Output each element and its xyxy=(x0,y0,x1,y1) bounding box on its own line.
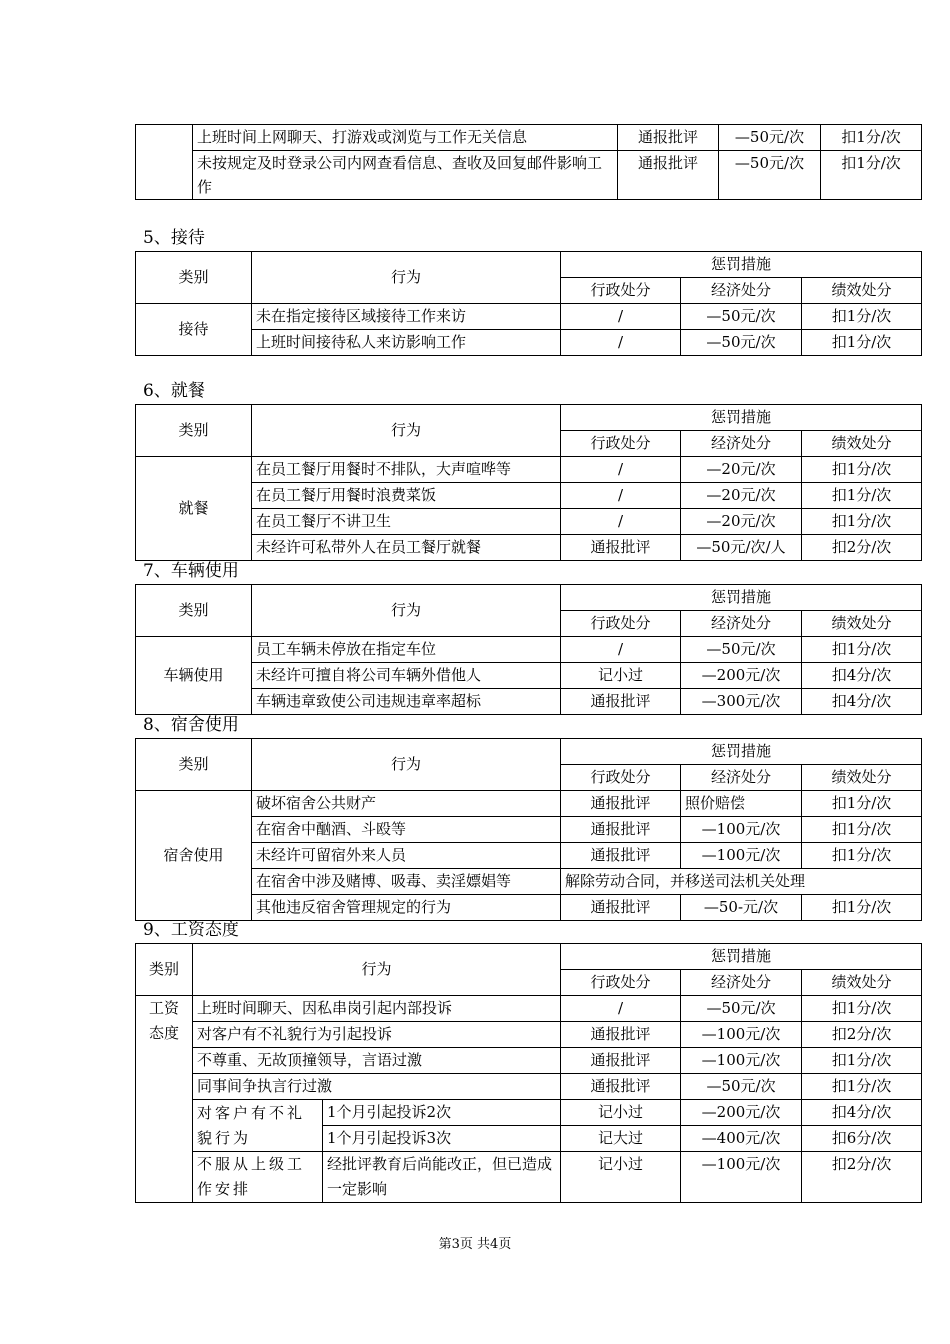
header-row xyxy=(136,585,922,611)
table-row xyxy=(136,1074,922,1100)
economic-header: 经济处分 xyxy=(681,431,802,457)
header-row xyxy=(136,405,922,431)
admin-header: 行政处分 xyxy=(561,278,681,304)
perf-header: 绩效处分 xyxy=(802,970,922,996)
perf-cell: 扣2分/次 xyxy=(802,535,922,561)
behavior-cell: 未经许可私带外人在员工餐厅就餐 xyxy=(252,535,561,561)
economic-header: 经济处分 xyxy=(681,611,802,637)
admin-header: 行政处分 xyxy=(561,431,681,457)
page-footer: 第3页 共4页 xyxy=(438,1237,512,1252)
table-row xyxy=(136,637,922,663)
perf-cell: 扣4分/次 xyxy=(802,689,922,715)
admin-cell: 记小过 xyxy=(561,663,681,689)
table-row xyxy=(136,996,922,1022)
perf-cell: 扣1分/次 xyxy=(802,1048,922,1074)
behavior-cell: 车辆违章致使公司违规违章率超标 xyxy=(252,689,561,715)
economic-cell: —200元/次 xyxy=(681,1100,802,1126)
admin-cell: 通报批评 xyxy=(561,1074,681,1100)
perf-cell: 扣1分/次 xyxy=(802,330,922,356)
penalty-header: 惩罚措施 xyxy=(561,944,922,970)
table-row xyxy=(136,457,922,483)
section-title: 8、宿舍使用 xyxy=(143,715,239,735)
behavior-cell: 上班时间上网聊天、打游戏或浏览与工作无关信息 xyxy=(193,125,618,151)
category-line: 工资 xyxy=(148,999,179,1017)
dorm-table xyxy=(135,738,922,921)
section-title: 5、接待 xyxy=(143,228,205,248)
table-row xyxy=(136,869,922,895)
perf-header: 绩效处分 xyxy=(802,611,922,637)
table-row xyxy=(136,483,922,509)
header-row xyxy=(136,944,922,970)
economic-cell: —100元/次 xyxy=(681,1048,802,1074)
perf-cell: 扣1分/次 xyxy=(821,125,922,151)
economic-cell: —50元/次 xyxy=(681,304,802,330)
admin-cell: / xyxy=(561,996,681,1022)
perf-cell: 扣4分/次 xyxy=(802,1100,922,1126)
behavior-cell: 未经许可擅自将公司车辆外借他人 xyxy=(252,663,561,689)
admin-cell: 通报批评 xyxy=(561,791,681,817)
attitude-table xyxy=(135,943,922,1203)
section-title: 9、工资态度 xyxy=(143,920,239,940)
admin-cell: / xyxy=(561,330,681,356)
admin-cell: 通报批评 xyxy=(561,689,681,715)
economic-header: 经济处分 xyxy=(681,278,802,304)
table-row xyxy=(136,817,922,843)
category-cell: 就餐 xyxy=(136,457,252,561)
behavior-cell: 破坏宿舍公共财产 xyxy=(252,791,561,817)
behavior-header: 行为 xyxy=(252,252,561,304)
economic-cell: —50元/次/人 xyxy=(681,535,802,561)
admin-cell: / xyxy=(561,483,681,509)
admin-cell: 通报批评 xyxy=(618,125,719,151)
behavior-cell: 未经许可留宿外来人员 xyxy=(252,843,561,869)
sub-behavior-cell: 1个月引起投诉3次 xyxy=(323,1126,561,1152)
table-row xyxy=(136,843,922,869)
vehicle-table xyxy=(135,584,922,715)
behavior-cell: 在员工餐厅用餐时不排队，大声喧哗等 xyxy=(252,457,561,483)
category-cell xyxy=(136,125,193,200)
behavior-header: 行为 xyxy=(252,405,561,457)
economic-cell: —50元/次 xyxy=(681,996,802,1022)
economic-cell: —50元/次 xyxy=(719,151,821,200)
economic-cell: —20元/次 xyxy=(681,457,802,483)
merged-penalty-cell: 解除劳动合同，并移送司法机关处理 xyxy=(561,869,922,895)
behavior-cell: 上班时间聊天、因私串岗引起内部投诉 xyxy=(193,996,561,1022)
admin-header: 行政处分 xyxy=(561,970,681,996)
category-cell xyxy=(136,996,193,1203)
table-row xyxy=(136,304,922,330)
behavior-cell: 上班时间接待私人来访影响工作 xyxy=(252,330,561,356)
admin-header: 行政处分 xyxy=(561,765,681,791)
behavior-cell: 同事间争执言行过激 xyxy=(193,1074,561,1100)
behavior-cell: 其他违反宿舍管理规定的行为 xyxy=(252,895,561,921)
economic-cell: —100元/次 xyxy=(681,843,802,869)
economic-cell: —50元/次 xyxy=(719,125,821,151)
reception-table xyxy=(135,251,922,356)
category-cell: 宿舍使用 xyxy=(136,791,252,921)
section-title: 7、车辆使用 xyxy=(143,561,239,581)
perf-cell: 扣4分/次 xyxy=(802,663,922,689)
behavior-cell: 未在指定接待区域接待工作来访 xyxy=(252,304,561,330)
economic-cell: —100元/次 xyxy=(681,1152,802,1203)
category-header: 类别 xyxy=(136,252,252,304)
sub-behavior-cell: 1个月引起投诉2次 xyxy=(323,1100,561,1126)
admin-cell: 通报批评 xyxy=(561,843,681,869)
header-row xyxy=(136,739,922,765)
table-row xyxy=(136,125,922,151)
sub-behavior-cell: 经批评教育后尚能改正，但已造成一定影响 xyxy=(323,1152,561,1203)
top-table xyxy=(135,124,922,200)
table-row xyxy=(136,791,922,817)
economic-cell: —20元/次 xyxy=(681,483,802,509)
table-row xyxy=(136,1048,922,1074)
economic-cell: —50元/次 xyxy=(681,637,802,663)
admin-cell: 通报批评 xyxy=(561,1022,681,1048)
perf-cell: 扣1分/次 xyxy=(802,483,922,509)
behavior-cell: 在员工餐厅不讲卫生 xyxy=(252,509,561,535)
behavior-cell: 在员工餐厅用餐时浪费菜饭 xyxy=(252,483,561,509)
category-header: 类别 xyxy=(136,405,252,457)
economic-header: 经济处分 xyxy=(681,765,802,791)
perf-cell: 扣1分/次 xyxy=(802,457,922,483)
admin-cell: 通报批评 xyxy=(561,895,681,921)
admin-cell: / xyxy=(561,457,681,483)
perf-header: 绩效处分 xyxy=(802,278,922,304)
penalty-header: 惩罚措施 xyxy=(561,739,922,765)
category-header: 类别 xyxy=(136,944,193,996)
table-row xyxy=(136,689,922,715)
perf-cell: 扣2分/次 xyxy=(802,1022,922,1048)
admin-cell: 通报批评 xyxy=(561,1048,681,1074)
table-row xyxy=(136,151,922,200)
table-row xyxy=(136,509,922,535)
behavior-header: 行为 xyxy=(252,585,561,637)
economic-cell: —200元/次 xyxy=(681,663,802,689)
economic-cell: —100元/次 xyxy=(681,817,802,843)
behavior-cell: 在宿舍中涉及赌博、吸毒、卖淫嫖娼等 xyxy=(252,869,561,895)
behavior-cell: 在宿舍中酗酒、斗殴等 xyxy=(252,817,561,843)
economic-cell: —50元/次 xyxy=(681,1074,802,1100)
perf-cell: 扣1分/次 xyxy=(802,637,922,663)
admin-cell: 记大过 xyxy=(561,1126,681,1152)
perf-cell: 扣6分/次 xyxy=(802,1126,922,1152)
table-row xyxy=(136,1022,922,1048)
perf-cell: 扣1分/次 xyxy=(802,509,922,535)
economic-cell: —400元/次 xyxy=(681,1126,802,1152)
perf-header: 绩效处分 xyxy=(802,765,922,791)
table-row xyxy=(136,1152,922,1203)
perf-cell: 扣2分/次 xyxy=(802,1152,922,1203)
table-row xyxy=(136,663,922,689)
perf-cell: 扣1分/次 xyxy=(821,151,922,200)
behavior-cell: 对客户有不礼貌行为引起投诉 xyxy=(193,1022,561,1048)
admin-cell: 通报批评 xyxy=(561,535,681,561)
dining-table xyxy=(135,404,922,561)
perf-cell: 扣1分/次 xyxy=(802,895,922,921)
category-cell: 车辆使用 xyxy=(136,637,252,715)
group-label-cell: 对客户有不礼貌行为 xyxy=(193,1100,323,1152)
economic-header: 经济处分 xyxy=(681,970,802,996)
table-row xyxy=(136,895,922,921)
table-row xyxy=(136,1100,922,1126)
penalty-header: 惩罚措施 xyxy=(561,585,922,611)
penalty-header: 惩罚措施 xyxy=(561,405,922,431)
admin-cell: / xyxy=(561,637,681,663)
group-label-cell: 不服从上级工作安排 xyxy=(193,1152,323,1203)
economic-cell: —300元/次 xyxy=(681,689,802,715)
economic-cell: —50-元/次 xyxy=(681,895,802,921)
penalty-header: 惩罚措施 xyxy=(561,252,922,278)
header-row xyxy=(136,252,922,278)
economic-cell: —20元/次 xyxy=(681,509,802,535)
table-row xyxy=(136,330,922,356)
admin-cell: 通报批评 xyxy=(561,817,681,843)
perf-cell: 扣1分/次 xyxy=(802,817,922,843)
perf-cell: 扣1分/次 xyxy=(802,843,922,869)
behavior-header: 行为 xyxy=(252,739,561,791)
perf-cell: 扣1分/次 xyxy=(802,996,922,1022)
perf-cell: 扣1分/次 xyxy=(802,791,922,817)
section-title: 6、就餐 xyxy=(143,381,205,401)
economic-cell: —50元/次 xyxy=(681,330,802,356)
behavior-cell: 不尊重、无故顶撞领导，言语过激 xyxy=(193,1048,561,1074)
category-header: 类别 xyxy=(136,585,252,637)
admin-cell: 记小过 xyxy=(561,1100,681,1126)
category-cell: 接待 xyxy=(136,304,252,356)
behavior-cell: 员工车辆未停放在指定车位 xyxy=(252,637,561,663)
perf-cell: 扣1分/次 xyxy=(802,1074,922,1100)
economic-cell: 照价赔偿 xyxy=(681,791,802,817)
category-line: 态度 xyxy=(148,1024,179,1042)
perf-cell: 扣1分/次 xyxy=(802,304,922,330)
admin-cell: 记小过 xyxy=(561,1152,681,1203)
economic-cell: —100元/次 xyxy=(681,1022,802,1048)
admin-cell: / xyxy=(561,304,681,330)
admin-cell: 通报批评 xyxy=(618,151,719,200)
perf-header: 绩效处分 xyxy=(802,431,922,457)
admin-header: 行政处分 xyxy=(561,611,681,637)
table-row xyxy=(136,535,922,561)
behavior-header: 行为 xyxy=(193,944,561,996)
admin-cell: / xyxy=(561,509,681,535)
category-header: 类别 xyxy=(136,739,252,791)
behavior-cell: 未按规定及时登录公司内网查看信息、查收及回复邮件影响工作 xyxy=(193,151,618,200)
